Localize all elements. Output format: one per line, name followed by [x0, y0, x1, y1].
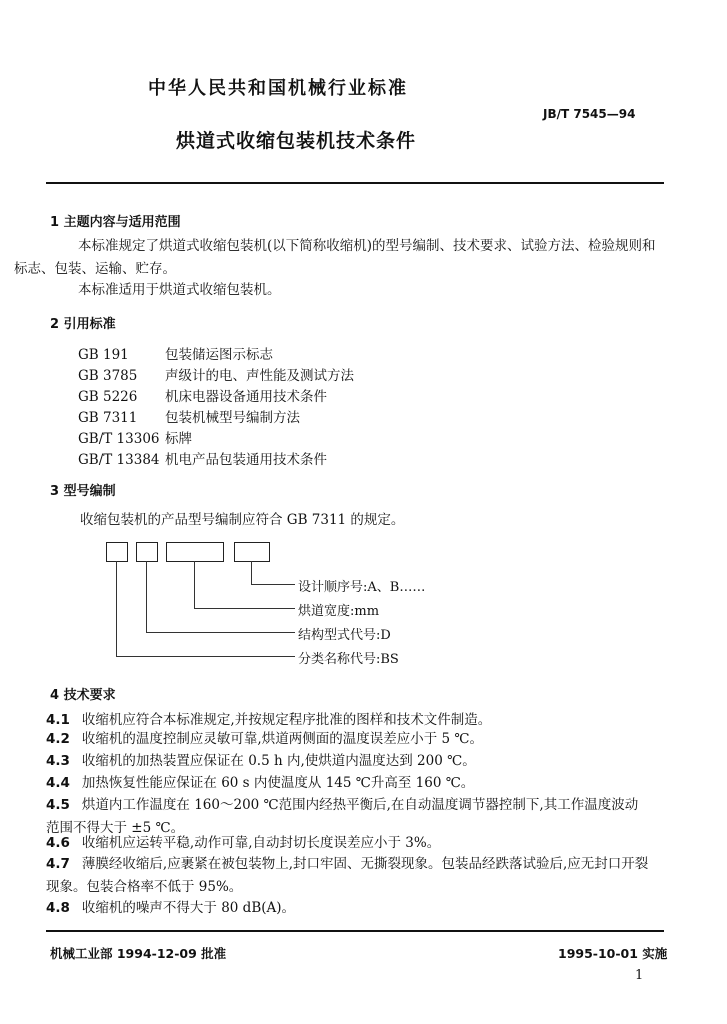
label-structure-code: 结构型式代号:D — [298, 628, 391, 643]
reference-code: GB/T 13384 — [78, 452, 160, 468]
section-4-heading: 4 技术要求 — [50, 688, 116, 703]
connector-line — [194, 608, 295, 609]
clause-text: 收缩机的加热装置应保证在 0.5 h 内,使烘道内温度达到 200 ℃。 — [81, 753, 476, 769]
reference-row — [78, 427, 192, 447]
connector-line — [251, 561, 252, 585]
reference-row — [78, 385, 327, 405]
label-oven-width: 烘道宽度:mm — [298, 604, 380, 619]
connector-line — [116, 656, 295, 657]
code-box-width — [166, 542, 224, 562]
connector-line — [146, 632, 295, 633]
clause-4-8 — [46, 897, 658, 920]
reference-code: GB 5226 — [78, 389, 138, 405]
section-3-heading: 3 型号编制 — [50, 484, 116, 499]
reference-row — [78, 406, 300, 426]
clause-text: 收缩机的温度控制应灵敏可靠,烘道两侧面的温度误差应小于 5 ℃。 — [81, 731, 483, 747]
label-design-sequence: 设计顺序号:A、B…… — [298, 580, 426, 595]
connector-line — [116, 561, 117, 657]
code-box-sequence — [234, 542, 270, 562]
connector-line — [146, 561, 147, 633]
clause-text: 加热恢复性能应保证在 60 s 内使温度从 145 ℃升高至 160 ℃。 — [81, 775, 475, 791]
standard-number: JB/T 7545—94 — [543, 107, 636, 121]
reference-code: GB/T 13306 — [78, 431, 160, 447]
section-1-p1-line2: 标志、包装、运输、贮存。 — [14, 261, 176, 277]
reference-row — [78, 343, 273, 363]
footer-rule — [46, 930, 664, 932]
clause-number: 4.7 — [46, 856, 70, 872]
section-1-paragraph-2: 本标准适用于烘道式收缩包装机。 — [78, 282, 281, 298]
reference-title: 标牌 — [165, 431, 192, 447]
reference-title: 包装储运图示标志 — [165, 347, 273, 363]
clause-4-7 — [46, 853, 658, 899]
clause-4-3 — [46, 750, 658, 773]
reference-code: GB 191 — [78, 347, 129, 363]
reference-title: 声级计的电、声性能及测试方法 — [165, 368, 354, 384]
clause-text: 收缩机应运转平稳,动作可靠,自动封切长度误差应小于 3%。 — [81, 835, 441, 851]
clause-number: 4.1 — [46, 712, 70, 728]
connector-line — [194, 561, 195, 609]
clause-number: 4.2 — [46, 731, 70, 747]
reference-title: 机电产品包装通用技术条件 — [165, 452, 327, 468]
clause-text: 烘道内工作温度在 160～200 ℃范围内经热平衡后,在自动温度调节器控制下,其工作温度波动 — [81, 797, 639, 813]
clause-text: 收缩机应符合本标准规定,并按规定程序批准的图样和技术文件制造。 — [81, 712, 492, 728]
clause-number: 4.5 — [46, 797, 70, 813]
clause-4-6 — [46, 832, 658, 855]
connector-line — [251, 584, 295, 585]
page-number: 1 — [635, 968, 644, 983]
section-3-intro: 收缩包装机的产品型号编制应符合 GB 7311 的规定。 — [80, 512, 405, 528]
reference-title: 机床电器设备通用技术条件 — [165, 389, 327, 405]
effective-date-text: 1995-10-01 实施 — [558, 946, 668, 961]
label-classification-code: 分类名称代号:BS — [298, 652, 399, 667]
clause-text: 收缩机的噪声不得大于 80 dB(A)。 — [81, 900, 296, 916]
document-title: 烘道式收缩包装机技术条件 — [176, 130, 417, 152]
clause-number: 4.4 — [46, 775, 70, 791]
clause-number: 4.8 — [46, 900, 70, 916]
section-1-paragraph-1 — [14, 235, 658, 281]
reference-row — [78, 364, 354, 384]
code-box-classification — [106, 542, 128, 562]
code-box-structure — [136, 542, 158, 562]
org-title: 中华人民共和国机械行业标准 — [148, 78, 408, 99]
approval-text: 机械工业部 1994-12-09 批准 — [50, 946, 227, 961]
clause-number: 4.6 — [46, 835, 70, 851]
clause-text-continued: 范围不得大于 ±5 ℃。 — [46, 820, 185, 836]
header-rule — [46, 182, 664, 184]
reference-code: GB 3785 — [78, 368, 138, 384]
section-1-heading: 1 主题内容与适用范围 — [50, 215, 181, 230]
clause-4-2 — [46, 728, 658, 751]
clause-text-continued: 现象。包装合格率不低于 95%。 — [46, 879, 243, 895]
clause-text: 薄膜经收缩后,应裹紧在被包装物上,封口牢固、无撕裂现象。包装品经跌落试验后,应无封口开裂 — [81, 856, 649, 872]
reference-code: GB 7311 — [78, 410, 138, 426]
clause-number: 4.3 — [46, 753, 70, 769]
section-2-heading: 2 引用标准 — [50, 317, 116, 332]
section-1-p1-line1: 本标准规定了烘道式收缩包装机(以下简称收缩机)的型号编制、技术要求、试验方法、检验规则和 — [78, 238, 656, 254]
reference-row — [78, 448, 327, 468]
clause-4-4 — [46, 772, 658, 795]
reference-title: 包装机械型号编制方法 — [165, 410, 300, 426]
